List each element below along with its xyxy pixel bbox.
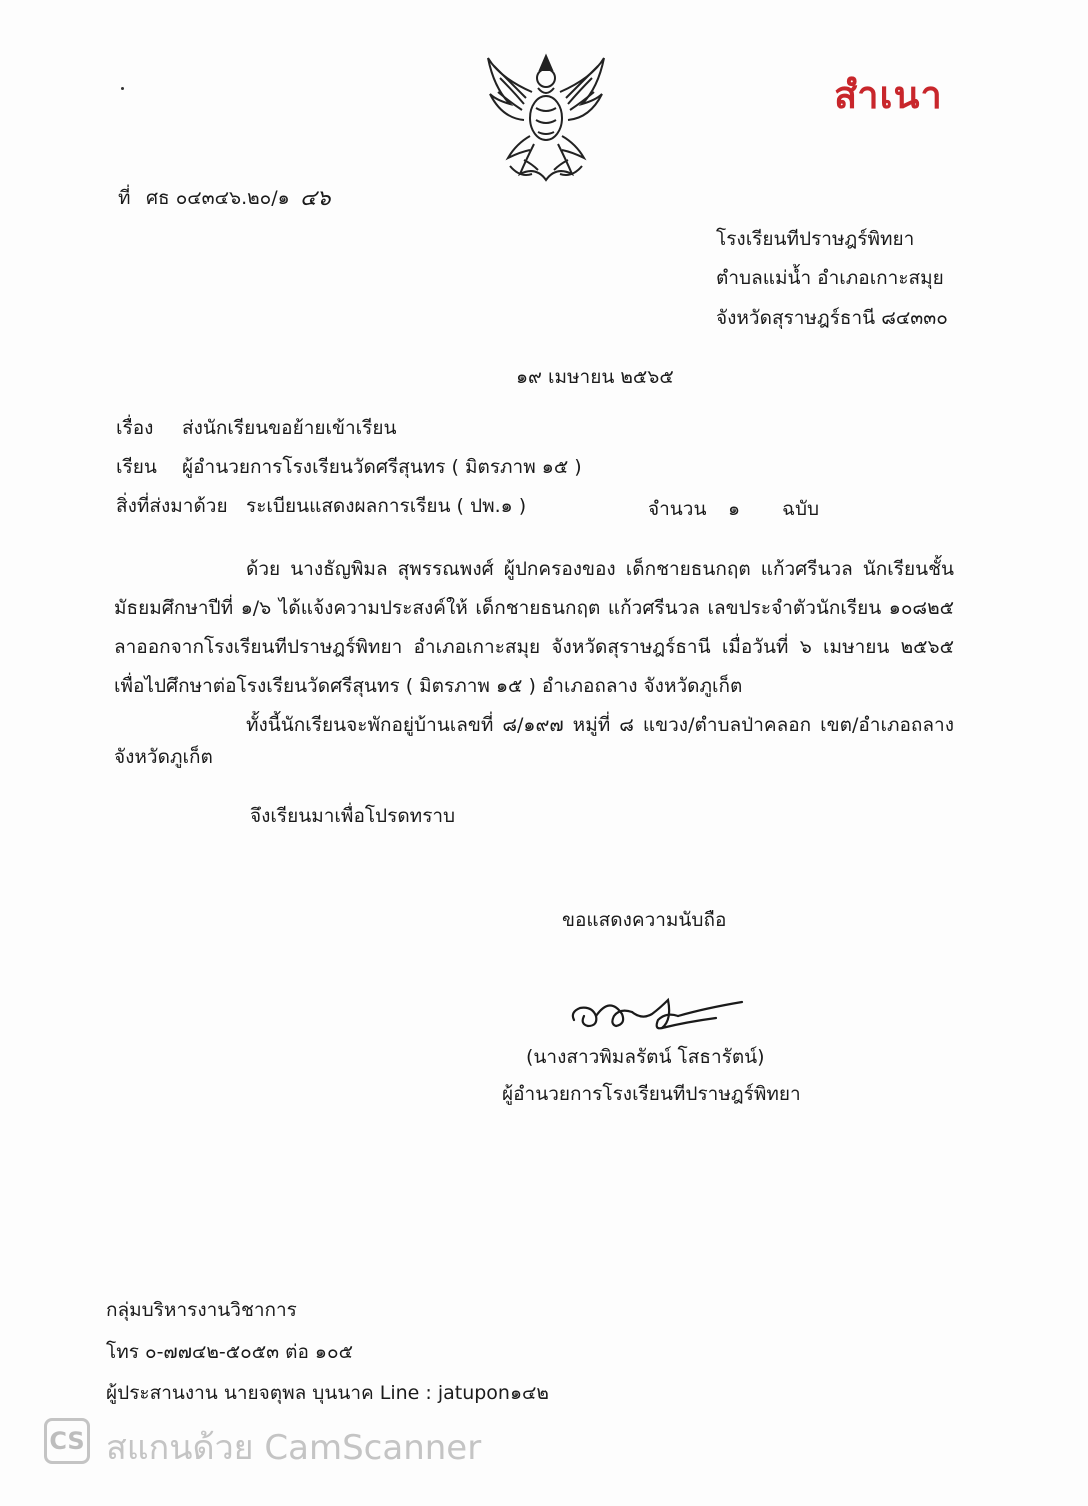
body-line-4: เพื่อไปศึกษาต่อโรงเรียนวัดศรีสุนทร ( มิตรภาพ ๑๕ ) อำเภอถลาง จังหวัดภูเก็ต: [114, 675, 743, 697]
signer-position: ผู้อำนวยการโรงเรียนทีปราษฎร์พิทยา: [502, 1083, 801, 1105]
ref-label: ที่: [118, 187, 131, 209]
garuda-emblem-icon: [480, 48, 612, 186]
signer-name: (นางสาวพิมลรัตน์ โสธารัตน์): [526, 1046, 765, 1068]
footer-coordinator: ผู้ประสานงาน นายจตุพล บุนนาค Line : jatupon๑๔๒: [106, 1382, 549, 1404]
regards-text: ขอแสดงความนับถือ: [562, 909, 727, 931]
enclosure-qty: ๑: [728, 498, 741, 520]
letter-date: ๑๙ เมษายน ๒๕๖๕: [516, 366, 674, 388]
subject-label: เรื่อง: [116, 417, 154, 439]
to-value: ผู้อำนวยการโรงเรียนวัดศรีสุนทร ( มิตรภาพ ๑๕ ): [182, 456, 582, 478]
handwritten-signature: [566, 990, 748, 1040]
subject-value: ส่งนักเรียนขอย้ายเข้าเรียน: [182, 417, 397, 439]
address-province: จังหวัดสุราษฎร์ธานี ๘๔๓๓๐: [716, 307, 948, 329]
body-line-2: มัธยมศึกษาปีที่ ๑/๖ ได้แจ้งความประสงค์ให้ เด็กชายธนกฤต แก้วศรีนวล เลขประจำตัวนักเรียน ๑๐๘๒๕: [114, 597, 954, 619]
closing-line: จึงเรียนมาเพื่อโปรดทราบ: [250, 805, 456, 827]
ref-number: ศธ ๐๔๓๔๖.๒๐/๑: [146, 187, 290, 209]
body-line-6: จังหวัดภูเก็ต: [114, 746, 213, 768]
copy-stamp: สำเนา: [834, 72, 943, 117]
body-line-3: ลาออกจากโรงเรียนทีปราษฎร์พิทยา อำเภอเกาะสมุย จังหวัดสุราษฎร์ธานี เมื่อวันที่ ๖ เมษายน ๒๕๖๕: [114, 636, 954, 658]
address-subdistrict: ตำบลแม่น้ำ อำเภอเกาะสมุย: [716, 267, 944, 289]
footer-phone: โทร ๐-๗๗๔๒-๕๐๕๓ ต่อ ๑๐๕: [106, 1341, 353, 1363]
ref-handwritten-number: ๔๖: [300, 186, 331, 211]
camscanner-logo-icon: CS: [44, 1418, 90, 1464]
footer-department: กลุ่มบริหารงานวิชาการ: [106, 1299, 297, 1321]
enclosure-unit: ฉบับ: [782, 498, 820, 520]
body-line-5: ทั้งนี้นักเรียนจะพักอยู่บ้านเลขที่ ๘/๑๙๗ หมู่ที่ ๘ แขวง/ตำบลป่าคลอก เขต/อำเภอถลาง: [246, 714, 954, 736]
enclosure-value: ระเบียนแสดงผลการเรียน ( ปพ.๑ ): [246, 495, 527, 517]
address-school: โรงเรียนทีปราษฎร์พิทยา: [716, 228, 915, 250]
body-line-1: ด้วย นางธัญพิมล สุพรรณพงศ์ ผู้ปกครองของ เด็กชายธนกฤต แก้วศรีนวล นักเรียนชั้น: [246, 558, 954, 580]
to-label: เรียน: [116, 456, 157, 478]
scan-speck: [121, 87, 124, 90]
camscanner-watermark: สแกนด้วย CamScanner: [106, 1428, 482, 1468]
enclosure-label: สิ่งที่ส่งมาด้วย: [116, 495, 228, 517]
enclosure-qty-label: จำนวน: [648, 498, 707, 520]
